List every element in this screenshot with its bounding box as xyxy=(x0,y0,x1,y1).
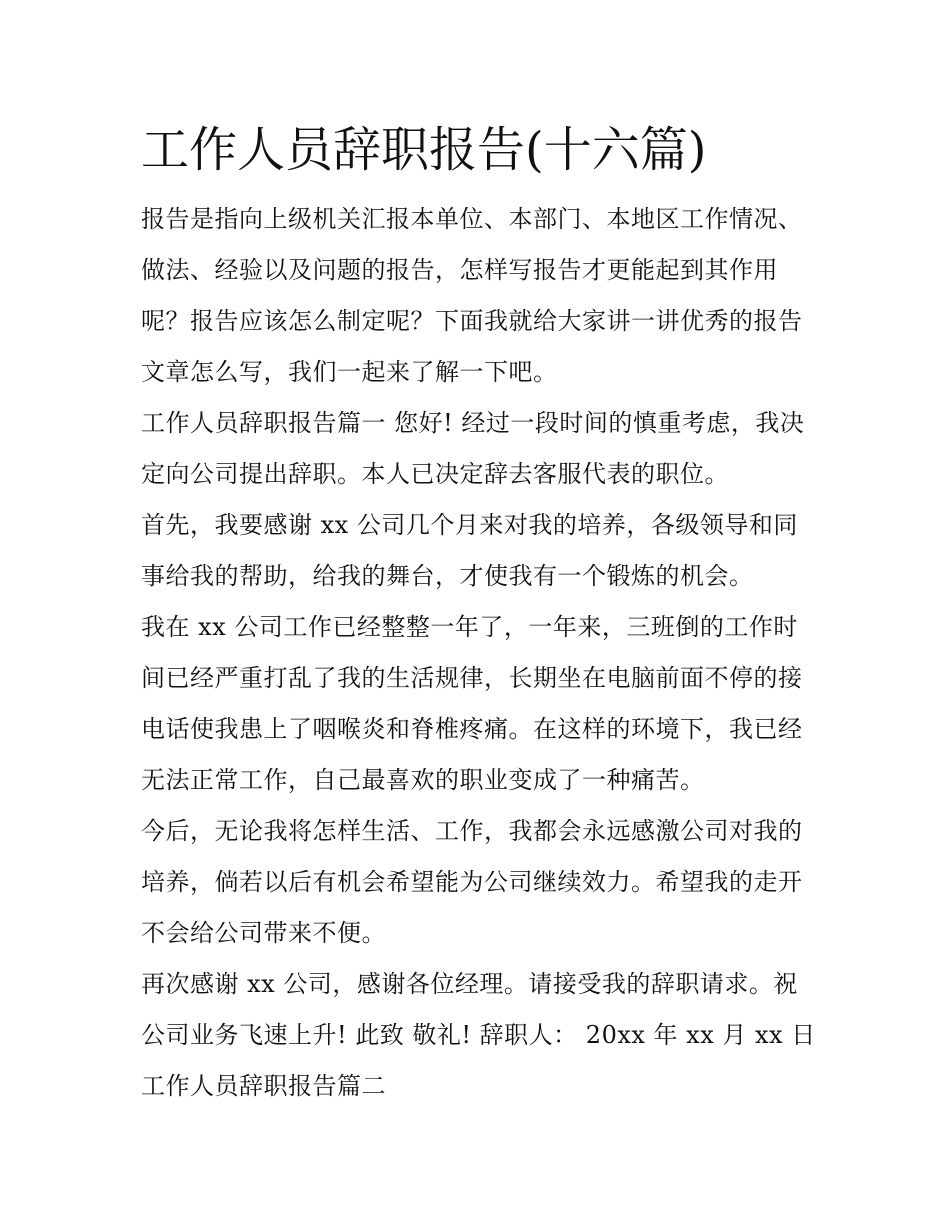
paragraph-thanks: 首先，我要感谢 xx 公司几个月来对我的培养，各级领导和同事给我的帮助，给我的舞台，才使我有一个锻炼的机会。 xyxy=(141,511,798,590)
document-body xyxy=(141,194,821,1112)
paragraph-closing: 再次感谢 xx 公司，感谢各位经理。请接受我的辞职请求。祝公司业务飞速上升! 此致 敬礼! 辞职人： 20xx 年 xx 月 xx 日 工作人员辞职报告篇二 xyxy=(141,970,816,1100)
document-title: 工作人员辞职报告(十六篇) xyxy=(141,122,707,178)
paragraph-future: 今后，无论我将怎样生活、工作，我都会永远感激公司对我的培养，倘若以后有机会希望能为公司继续效力。希望我的走开不会给公司带来不便。 xyxy=(141,817,803,947)
paragraph-intro: 报告是指向上级机关汇报本单位、本部门、本地区工作情况、做法、经验以及问题的报告，怎样写报告才更能起到其作用呢？报告应该怎么制定呢？下面我就给大家讲一讲优秀的报告文章怎么写，我们一起来了解一下吧。 xyxy=(141,205,803,386)
paragraph-reason: 我在 xx 公司工作已经整整一年了，一年来，三班倒的工作时间已经严重打乱了我的生活规律，长期坐在电脑前面不停的接电话使我患上了咽喉炎和脊椎疼痛。在这样的环境下，我已经无法正常工作，自己最喜欢的职业变成了一种痛苦。 xyxy=(141,613,803,794)
document-content xyxy=(141,118,821,1112)
paragraph-opening: 工作人员辞职报告篇一 您好! 经过一段时间的慎重考虑，我决定向公司提出辞职。本人已决定辞去客服代表的职位。 xyxy=(141,409,805,488)
